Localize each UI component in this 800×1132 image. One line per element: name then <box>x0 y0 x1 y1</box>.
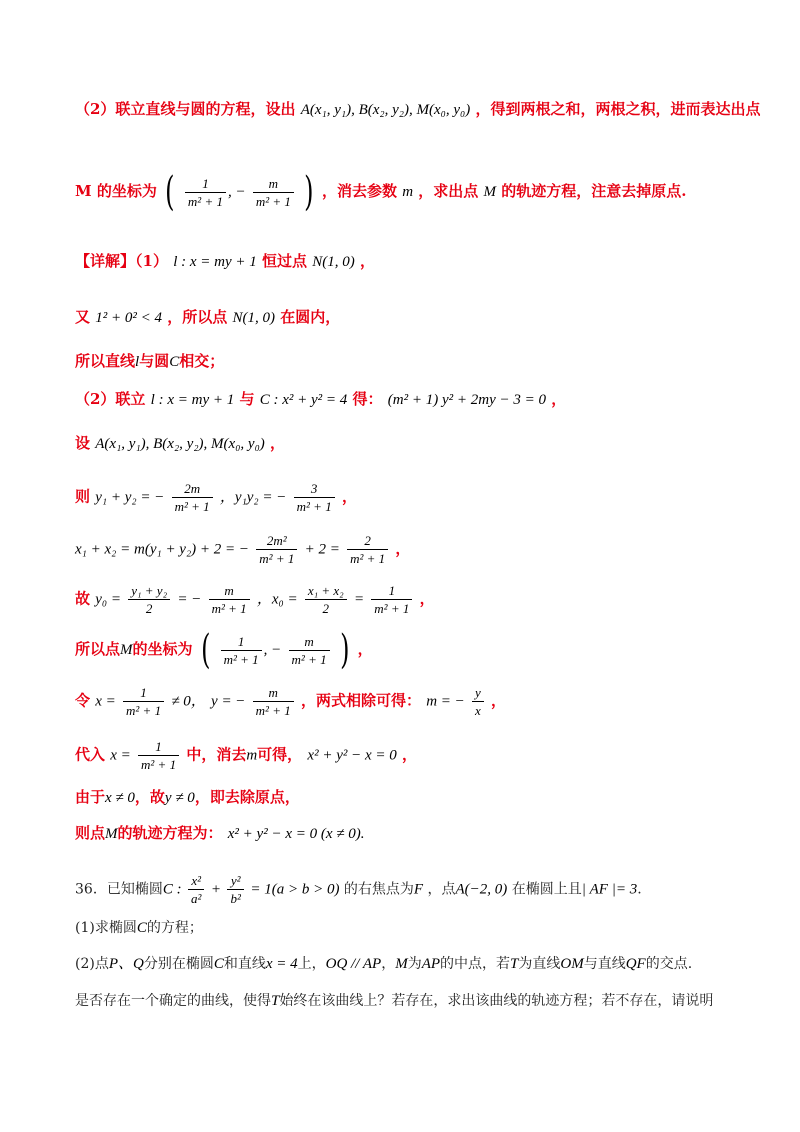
line-4: 又 1² + 0² < 4 ，所以点 N(1, 0) 在圆内， <box>75 308 341 326</box>
hint-line-2: M 的坐标为 ( $\frac{1}{\text{m² + 1}}$ , − $\frac{m}{\text{m² + 1}}$ ) ，消去参数 m ，求出点 M 的轨迹方程，注意去掉原点. <box>75 169 687 215</box>
fraction: $\frac{y}{x}$ <box>472 684 484 719</box>
line-10: 故 y₀ = $\frac{\text{y₁ + y₂}}{2}$ = − $\frac{m}{\text{m² + 1}}$ ，x₀ = $\frac{\text{x₁ + x₂}}{2}$ = $\frac{1}{\text{m² + 1}}$ ， <box>75 583 435 616</box>
fraction: $\frac{m}{\text{m² + 1}}$ <box>253 175 294 210</box>
fraction: $\frac{m}{\text{m² + 1}}$ <box>253 684 294 719</box>
fraction: $\frac{1}{\text{m² + 1}}$ <box>185 175 226 210</box>
fraction: $\frac{m}{\text{m² + 1}}$ <box>209 582 250 617</box>
fraction: $\frac{1}{\text{m² + 1}}$ <box>123 684 164 719</box>
hint-line-1: （2）联立直线与圆的方程，设出 A(x₁, y₁), B(x₂, y₂), M(x₀, y₀) ，得到两根之和，两根之积，进而表达出点 <box>75 100 761 118</box>
line-8: 则 y₁ + y₂ = − $\frac{2m}{\text{m² + 1}}$ ，y₁y₂ = − $\frac{3}{\text{m² + 1}}$ ， <box>75 481 357 514</box>
fraction: $\frac{\text{x₁ + x₂}}{2}$ <box>305 582 347 617</box>
fraction: $\frac{\text{2m²}}{\text{m² + 1}}$ <box>256 532 297 567</box>
line-14: 由于x ≠ 0，故y ≠ 0，即去除原点， <box>75 788 300 806</box>
line-5: 所以直线l与圆C相交； <box>75 352 225 370</box>
fraction: $\frac{2}{\text{m² + 1}}$ <box>347 532 388 567</box>
fraction: $\frac{m}{\text{m² + 1}}$ <box>289 633 330 668</box>
fraction: $\frac{3}{\text{m² + 1}}$ <box>294 480 335 515</box>
line-6: （2）联立 l : x = my + 1 与 C : x² + y² = 4 得： (m² + 1) y² + 2my − 3 = 0 ， <box>75 390 567 408</box>
fraction: $\frac{1}{\text{m² + 1}}$ <box>371 582 412 617</box>
fraction: $\frac{\text{x²}}{\text{a²}}$ <box>188 872 204 907</box>
points-math: A(x₁, y₁), B(x₂, y₂), M(x₀, y₀) <box>300 102 471 118</box>
fraction: $\frac{\text{y₁ + y₂}}{2}$ <box>128 582 170 617</box>
question-1: (1)求椭圆C的方程； <box>75 920 203 936</box>
question-2: (2)点P、Q分别在椭圆C和直线x = 4上，OQ // AP，M为AP的中点，若T为直线OM与直线QF的交点. <box>75 956 693 972</box>
line-13: 代入 x = $\frac{1}{\text{m² + 1}}$ 中，消去m可得， x² + y² − x = 0 ， <box>75 739 418 772</box>
fraction: $\frac{1}{\text{m² + 1}}$ <box>221 633 262 668</box>
fraction: $\frac{1}{\text{m² + 1}}$ <box>138 738 179 773</box>
line-15: 则点M的轨迹方程为： x² + y² − x = 0 (x ≠ 0). <box>75 824 365 842</box>
line-12: 令 x = $\frac{1}{\text{m² + 1}}$ ≠ 0， y = − $\frac{m}{\text{m² + 1}}$ ，两式相除可得： m = − $\frac{y}{x}$ ， <box>75 685 507 718</box>
problem-36: 36．已知椭圆C : $\frac{\text{x²}}{\text{a²}}$ + $\frac{\text{y²}}{\text{b²}}$ = 1(a > b > 0) 的右焦点为F ，点A(−2, 0) 在椭圆上且| AF |= 3. <box>75 873 642 906</box>
line-9: x₁ + x₂ = m(y₁ + y₂) + 2 = − $\frac{\text{2m²}}{\text{m² + 1}}$ + 2 = $\frac{2}{\text{m² + 1}}$ ， <box>75 533 411 566</box>
line-7: 设 A(x₁, y₁), B(x₂, y₂), M(x₀, y₀) ， <box>75 434 286 452</box>
detail-line: 【详解】（1） l : x = my + 1 恒过点 N(1, 0) ， <box>75 252 375 270</box>
question-2-continued: 是否存在一个确定的曲线，使得T始终在该曲线上？若存在，求出该曲线的轨迹方程；若不存在，请说明 <box>75 993 714 1009</box>
line-11: 所以点M的坐标为 ( $\frac{1}{\text{m² + 1}}$ , − $\frac{m}{\text{m² + 1}}$ ) ， <box>75 627 373 673</box>
fraction: $\frac{\text{y²}}{\text{b²}}$ <box>227 872 243 907</box>
fraction: $\frac{2m}{\text{m² + 1}}$ <box>172 480 213 515</box>
